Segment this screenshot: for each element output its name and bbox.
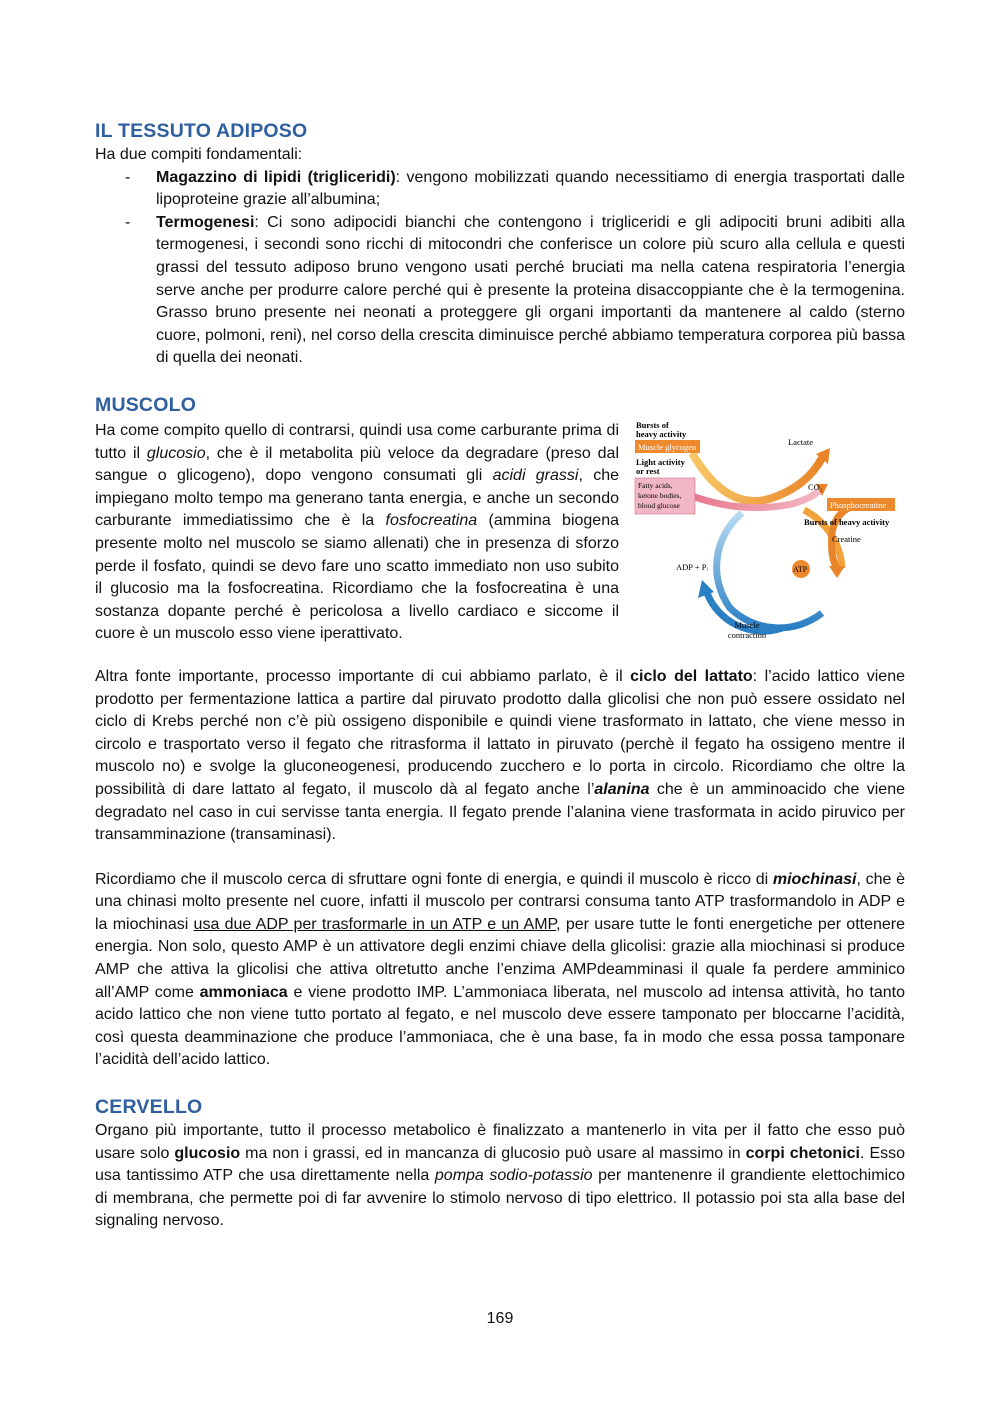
adiposo-list xyxy=(95,167,905,370)
glycogen-to-lactate-arrow xyxy=(692,453,822,501)
dash-bullet: - xyxy=(125,168,131,186)
muscle-block xyxy=(95,420,905,646)
arrowhead xyxy=(829,566,845,578)
muscolo-paragraph-1: Ha come compito quello di contrarsi, quindi usa come carburante prima di tutto il glucosio, che è il metabolita più veloce da degradare (preso dal sangue o glicogeno), dopo vengono consumati gli acidi grassi, che impiegano molto tempo ma generano tanta energia, e anche un secondo carburante immediatissimo che è la fosfocreatina (ammina biogena presente molto nel muscolo se siamo allenati) che in presenza di sforzo perde il fosfato, quindi se devo fare uno scatto immediato non uso subito il glucosio ma la fosfocreatina. Ricordiamo che la fosfocreatina è una sostanza dopante perché è pericolosa a livello cardiaco e siccome il cuore è un muscolo esso viene iperattivato. xyxy=(95,421,619,643)
item-bold: Termogenesi xyxy=(156,213,255,231)
list-item xyxy=(95,167,905,212)
label-muscle-contraction: Muscle contraction xyxy=(727,619,767,640)
item-bold: Magazzino di lipidi (trigliceridi) xyxy=(156,168,396,186)
page-number: 169 xyxy=(486,1310,514,1327)
page-content xyxy=(95,118,905,1233)
label-bursts-heavy: Bursts of heavy activity xyxy=(636,419,687,439)
item-text: : vengono mobilizzati quando necessitiamo di energia trasportati dalle lipoproteine grazie all’albumina; xyxy=(156,168,906,209)
energy-sources-diagram xyxy=(632,418,912,648)
dash-bullet: - xyxy=(125,213,131,231)
label-adp: ADP + Pᵢ xyxy=(676,561,708,572)
cervello-paragraph: Organo più importante, tutto il processo metabolico è finalizzato a mantenerlo in vita per il fatto che esso può usare solo glucosio ma non i grassi, ed in mancanza di glucosio può usare al massimo in corpi chetonici. Esso usa tantissimo ATP che usa direttamente nella pompa sodio-potassio per mantenenre il grandiente elettochimico di membrana, che permette poi di far avvenire lo stimolo nervoso di tipo elettrico. Il potassio poi sta alla base del signaling nervoso. xyxy=(95,1122,906,1230)
section-title-adiposo: IL TESSUTO ADIPOSO xyxy=(95,120,308,142)
label-fatty-acids: Fatty acids, ketone bodies, blood glucose xyxy=(638,480,682,510)
label-co2: CO₂ xyxy=(808,481,823,492)
label-bursts-heavy-2: Bursts of heavy activity xyxy=(804,516,890,527)
label-light-activity: Light activity or rest xyxy=(636,456,685,476)
label-creatine: Creatine xyxy=(832,533,861,544)
muscolo-paragraph-2: Altra fonte importante, processo importante di cui abbiamo parlato, è il ciclo del lattato: l’acido lattico viene prodotto per fermentazione lattica a partire dal piruvato prodotto dalla glicolisi che non può essere ossidato nel ciclo di Krebs perché non c’è più ossigeno disponibile e quindi viene trasformato in lattato, che viene messo in circolo e trasportato verso il fegato che ritrasforma il lattato in piruvato (perchè il fegato ha ossigeno mentre il muscolo no) e svolge la gluconeogenesi, producendo zucchero e lo porta in circolo. Ricordiamo che oltre la possibilità di dare lattato al fegato, il muscolo dà al fegato anche l’alanina che è un amminoacido che viene degradato nel caso in cui servisse tanta energia. Il fegato prende l’alanina viene trasformata in acido piruvico per transamminazione (transaminasi). xyxy=(95,667,906,844)
adiposo-intro: Ha due compiti fondamentali: xyxy=(95,146,303,163)
muscolo-paragraph-3: Ricordiamo che il muscolo cerca di sfruttare ogni fonte di energia, e quindi il muscolo è ricco di miochinasi, che è una chinasi molto presente nel cuore, infatti il muscolo per contrarsi consuma tanto ATP trasformandolo in ADP e la miochinasi usa due ADP per trasformarle in un ATP e un AMP, per usare tutte le fonti energetiche per ottenere energia. Non solo, questo AMP è un attivatore degli enzimi chiave della glicolisi: grazie alla miochinasi si produce AMP che attiva la glicolisi che attiva oltretutto anche l’enzima AMPdeamminasi il quale fa perdere amminico all’AMP come ammoniaca e viene prodotto IMP. L’ammoniaca liberata, nel muscolo ad intensa attività, ho tanto acido lattico che non viene tutto portato al fegato, e nel muscolo deve essere tamponato per bloccarne l’acidità, così questa deamminazione che produce l’ammoniaca, che è una base, fa in modo che essa possa tamponare l’acidità dell’acido lattico. xyxy=(95,870,906,1069)
label-muscle-glycogen: Muscle glycogen xyxy=(638,441,697,452)
section-title-cervello: CERVELLO xyxy=(95,1096,203,1119)
label-lactate: Lactate xyxy=(788,436,814,447)
item-text: : Ci sono adipocidi bianchi che contengono i trigliceridi e gli adipociti bruni adibiti alla termogenesi, i secondi sono ricchi di mitocondri che conferisce un colore più scuro alla cellula e questi grassi del tessuto adiposo bruno vengono usati perché bruciati ma nella catena respiratoria l’energia serve anche per produrre calore perché qui è presente la proteina disaccoppiante che è la termogenina. Grasso bruno presente nei neonati a proteggere gli organi importanti da mantenere al caldo (sterno cuore, polmoni, reni), nel corso della crescita diminuisce perché abbiamo temperatura corporea più bassa di quella dei neonati. xyxy=(156,213,905,367)
label-phosphocreatine: Phosphocreatine xyxy=(830,499,887,510)
section-title-muscolo: MUSCOLO xyxy=(95,393,197,416)
label-atp: ATP xyxy=(793,564,808,574)
list-item xyxy=(95,212,905,370)
